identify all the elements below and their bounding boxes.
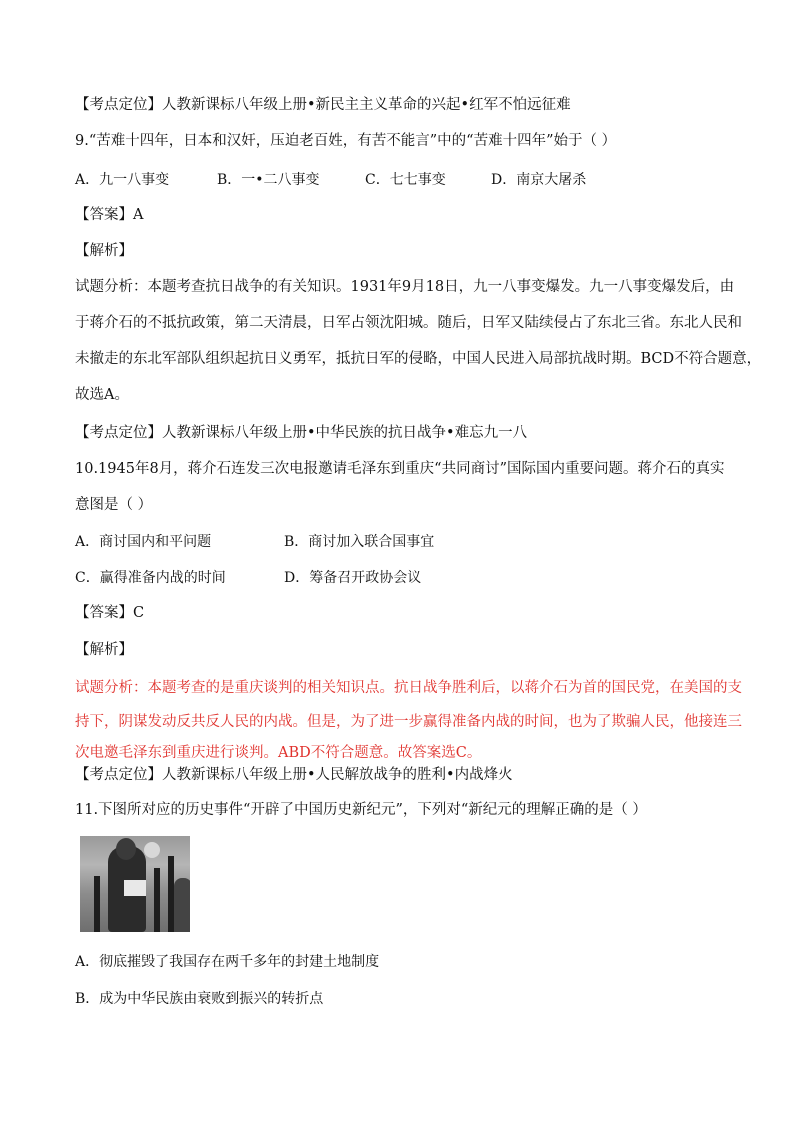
q10-option-c: C．赢得准备内战的时间: [75, 570, 226, 586]
q9-analysis-line-3: 未撤走的东北军部队组织起抗日义勇军，抵抗日军的侵略，中国人民进入局部抗战时期。BCD不符合题意，: [75, 351, 762, 367]
q9-option-a: A．九一八事变: [75, 172, 170, 188]
q10-analysis-heading: 【解析】: [75, 642, 133, 658]
q10-answer: 【答案】C: [75, 605, 145, 621]
q10-option-b: B．商讨加入联合国事宜: [284, 534, 435, 550]
q9-option-d: D．南京大屠杀: [491, 172, 587, 188]
q9-option-b: B．一•二八事变: [217, 172, 320, 188]
founding-ceremony-photo: [80, 836, 190, 932]
q11-stem: 11.下图所对应的历史事件“开辟了中国历史新纪元”，下列对“新纪元的理解正确的是（ ）: [75, 802, 647, 818]
q10-tag: 【考点定位】人教新课标八年级上册•人民解放战争的胜利•内战烽火: [75, 767, 513, 783]
q9-analysis-line-1: 试题分析：本题考查抗日战争的有关知识。1931年9月18日，九一八事变爆发。九一八事变爆发后，由: [75, 279, 735, 295]
q9-answer: 【答案】A: [75, 207, 144, 223]
q9-tag: 【考点定位】人教新课标八年级上册•中华民族的抗日战争•难忘九一八: [75, 425, 528, 441]
q9-analysis-line-4: 故选A。: [75, 387, 129, 403]
q10-option-a: A．商讨国内和平问题: [75, 534, 212, 550]
q10-analysis-line-2: 持下，阴谋发动反共反人民的内战。但是，为了进一步赢得准备内战的时间，也为了欺骗人民，他接连三: [75, 714, 742, 730]
q8-tag: 【考点定位】人教新课标八年级上册•新民主主义革命的兴起•红军不怕远征难: [75, 97, 571, 113]
q11-option-b: B．成为中华民族由衰败到振兴的转折点: [75, 991, 324, 1007]
q10-analysis-line-1: 试题分析：本题考查的是重庆谈判的相关知识点。抗日战争胜利后，以蒋介石为首的国民党，在美国的支: [75, 680, 742, 696]
q10-stem-line-2: 意图是（ ）: [75, 497, 153, 513]
q9-stem: 9.“苦难十四年，日本和汉奸，压迫老百姓，有苦不能言”中的“苦难十四年”始于（ ）: [75, 133, 617, 149]
q9-analysis-heading: 【解析】: [75, 243, 133, 259]
q11-option-a: A．彻底摧毁了我国存在两千多年的封建土地制度: [75, 954, 380, 970]
q10-stem-line-1: 10.1945年8月，蒋介石连发三次电报邀请毛泽东到重庆“共同商讨”国际国内重要问题。蒋介石的真实: [75, 461, 725, 477]
q9-analysis-line-2: 于蒋介石的不抵抗政策，第二天清晨，日军占领沈阳城。随后，日军又陆续侵占了东北三省。东北人民和: [75, 315, 742, 331]
q10-analysis-line-3: 次电邀毛泽东到重庆进行谈判。ABD不符合题意。故答案选C。: [75, 745, 482, 761]
q9-option-c: C．七七事变: [365, 172, 446, 188]
q10-option-d: D．筹备召开政协会议: [284, 570, 422, 586]
